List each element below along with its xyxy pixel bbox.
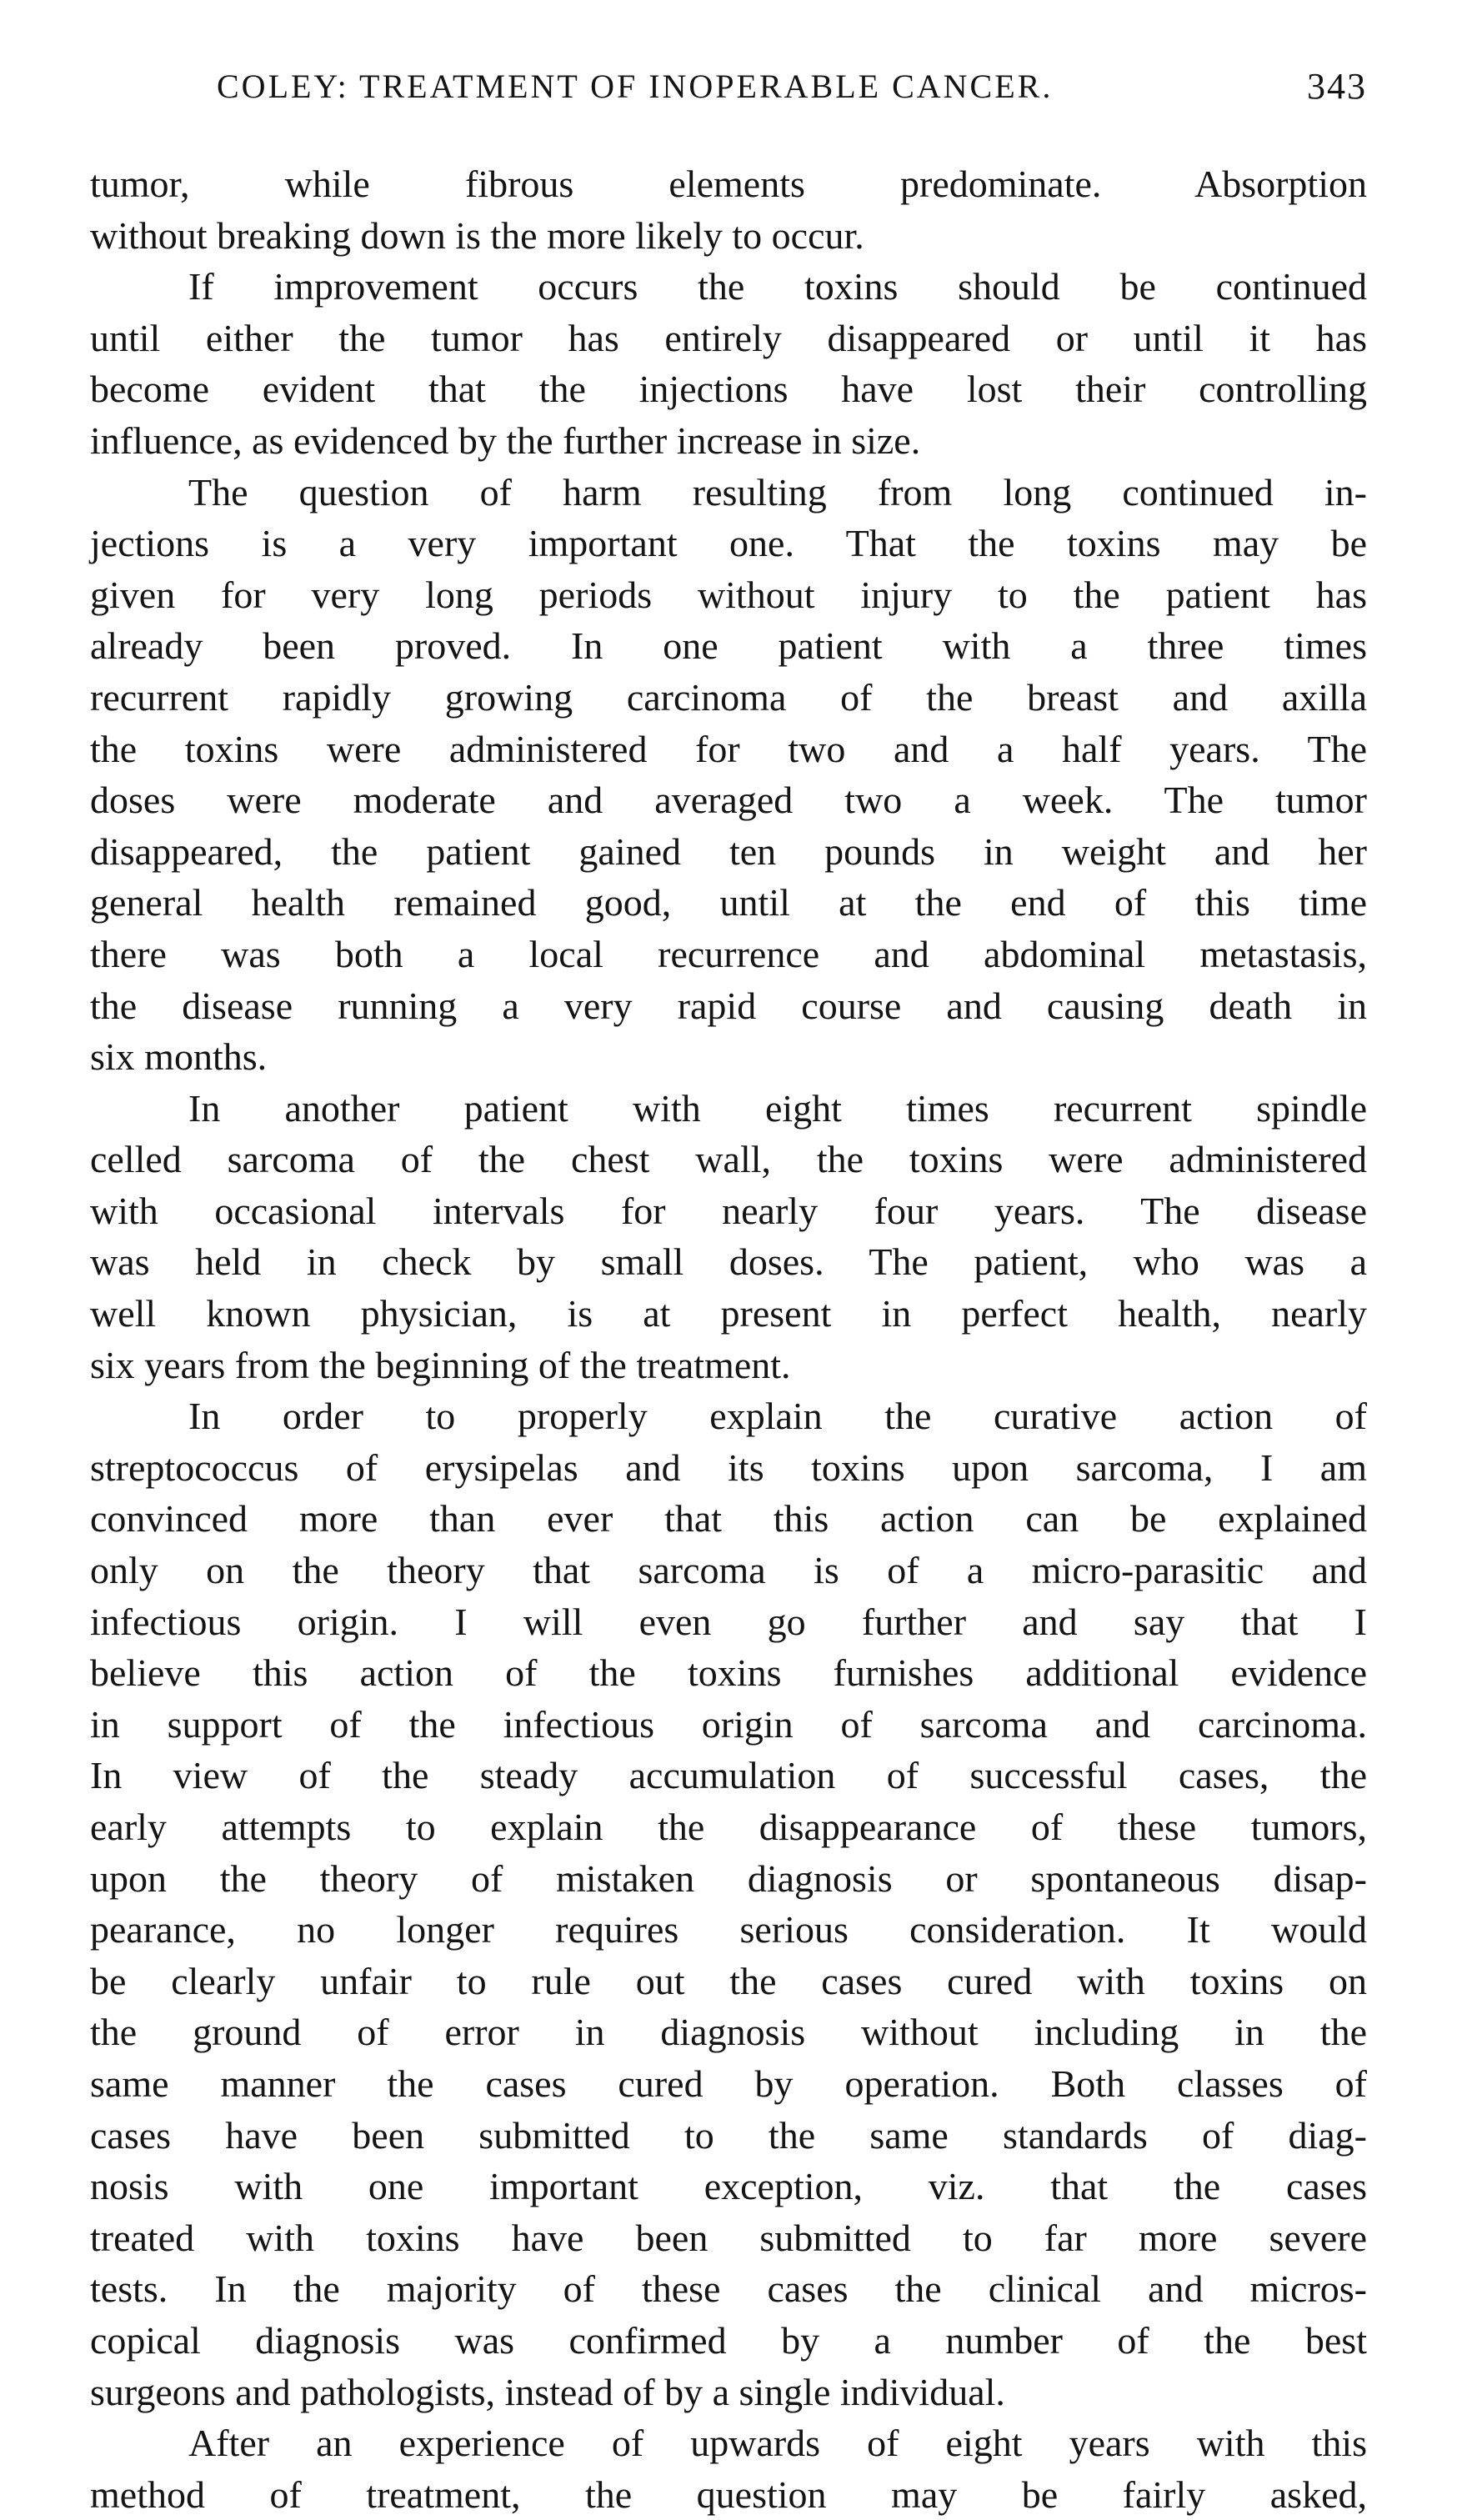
text-line: the ground of error in diagnosis without including in the [90,2011,1367,2054]
running-head [217,65,1367,108]
text-line: until either the tumor has entirely disappeared or until it has [90,316,1367,359]
body-text [90,158,1367,2520]
text-line: cases have been submitted to the same standards of diag- [90,2113,1367,2157]
running-head-title: COLEY: TREATMENT OF INOPERABLE CANCER. [217,68,1054,105]
text-line: In order to properly explain the curative action of [188,1395,1367,1438]
text-line: tests. In the majority of these cases the clinical and micros- [90,2267,1367,2311]
text-line: In view of the steady accumulation of successful cases, the [90,1754,1367,1797]
text-line: convinced more than ever that this action can be explained [90,1497,1367,1541]
text-line: recurrent rapidly growing carcinoma of the breast and axilla [90,675,1367,719]
text-line: in support of the infectious origin of sarcoma and carcinoma. [90,1702,1367,1746]
text-line: the disease running a very rapid course and causing death in [90,984,1367,1027]
text-line: jections is a very important one. That the toxins may be [90,522,1367,565]
text-line: believe this action of the toxins furnishes additional evidence [90,1651,1367,1695]
text-line: copical diagnosis was confirmed by a number of the best [90,2318,1367,2362]
text-line: upon the theory of mistaken diagnosis or spontaneous disap- [90,1856,1367,1900]
text-line: be clearly unfair to rule out the cases cured with toxins on [90,1959,1367,2002]
text-line: The question of harm resulting from long continued in- [188,470,1367,514]
page-number: 343 [1307,66,1367,107]
text-line: only on the theory that sarcoma is of a micro-parasitic and [90,1549,1367,1592]
text-line: pearance, no longer requires serious consideration. It would [90,1908,1367,1951]
text-line: In another patient with eight times recurrent spindle [188,1086,1367,1130]
text-line: given for very long periods without injury to the patient has [90,573,1367,616]
text-line: general health remained good, until at the end of this time [90,881,1367,924]
text-line: with occasional intervals for nearly four years. The disease [90,1189,1367,1232]
text-line: without breaking down is the more likely to occur. [90,213,864,257]
text-line: was held in check by small doses. The patient, who was a [90,1240,1367,1284]
text-line: infectious origin. I will even go further and say that I [90,1600,1367,1643]
text-line: tumor, while fibrous elements predominate. Absorption [90,163,1367,205]
text-line: same manner the cases cured by operation. Both classes of [90,2062,1367,2105]
text-line: the toxins were administered for two and a half years. The [90,727,1367,770]
text-line: already been proved. In one patient with a three times [90,624,1367,668]
text-line: streptococcus of erysipelas and its toxins upon sarcoma, I am [90,1445,1367,1489]
text-line: surgeons and pathologists, instead of by a single individual. [90,2370,1005,2413]
text-line: treated with toxins have been submitted to far more severe [90,2216,1367,2259]
text-line: disappeared, the patient gained ten pounds in weight and her [90,829,1367,873]
text-line: six years from the beginning of the treatment. [90,1343,791,1386]
text-line: become evident that the injections have lost their controlling [90,368,1367,411]
text-line: If improvement occurs the toxins should be continued [188,265,1367,308]
text-line: there was both a local recurrence and abdominal metastasis, [90,932,1367,975]
text-line: nosis with one important exception, viz. that the cases [90,2165,1367,2208]
text-line: six months. [90,1035,268,1079]
text-line: After an experience of upwards of eight years with this [188,2422,1367,2465]
text-line: early attempts to explain the disappearance of these tumors, [90,1806,1367,1848]
text-line: influence, as evidenced by the further increase in size. [90,418,921,462]
text-line: well known physician, is at present in perfect health, nearly [90,1292,1367,1335]
text-line: method of treatment, the question may be fairly asked, [90,2472,1367,2516]
text-line: celled sarcoma of the chest wall, the toxins were administered [90,1138,1367,1181]
text-line: doses were moderate and averaged two a week. The tumor [90,779,1367,822]
